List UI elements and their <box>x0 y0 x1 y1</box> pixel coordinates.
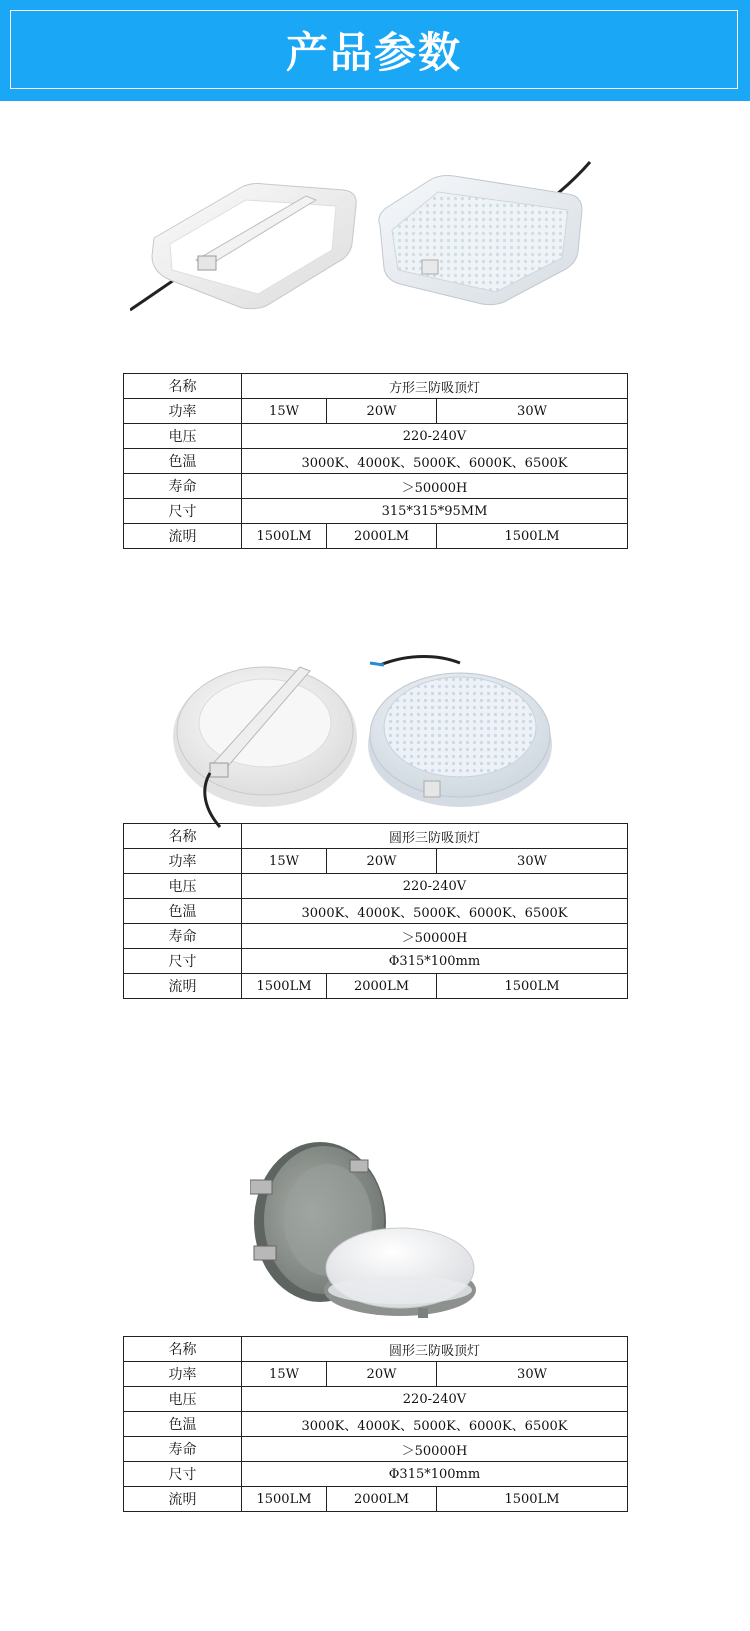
lumen-value: 1500LM <box>242 1487 327 1512</box>
power-value: 15W <box>242 399 327 424</box>
table-row <box>124 949 628 974</box>
power-value: 20W <box>327 399 437 424</box>
name-label: 名称 <box>124 374 242 399</box>
lumen-value: 1500LM <box>437 1487 628 1512</box>
size-value: 315*315*95MM <box>242 499 628 524</box>
life-label: 寿命 <box>124 924 242 949</box>
power-label: 功率 <box>124 399 242 424</box>
power-value: 30W <box>437 399 628 424</box>
spec-table-3 <box>123 1336 628 1512</box>
product-image-round-metal-light <box>250 1140 480 1325</box>
table-row <box>124 824 628 849</box>
spec-table-1 <box>123 373 628 549</box>
cct-label: 色温 <box>124 1412 242 1437</box>
table-row <box>124 1412 628 1437</box>
table-row <box>124 474 628 499</box>
voltage-value: 220-240V <box>242 424 628 449</box>
life-value: ＞50000H <box>242 924 628 949</box>
voltage-value: 220-240V <box>242 874 628 899</box>
table-row <box>124 399 628 424</box>
table-row <box>124 1337 628 1362</box>
size-label: 尺寸 <box>124 499 242 524</box>
table-row <box>124 424 628 449</box>
lumen-value: 1500LM <box>437 974 628 999</box>
life-value: ＞50000H <box>242 1437 628 1462</box>
life-value: ＞50000H <box>242 474 628 499</box>
cct-value: 3000K、4000K、5000K、6000K、6500K <box>242 1412 628 1437</box>
product-image-round-light <box>170 655 590 830</box>
size-value: Φ315*100mm <box>242 949 628 974</box>
table-row <box>124 1387 628 1412</box>
lumen-value: 2000LM <box>327 524 437 549</box>
table-row <box>124 1437 628 1462</box>
product-image-square-light <box>130 160 620 330</box>
life-label: 寿命 <box>124 1437 242 1462</box>
cct-value: 3000K、4000K、5000K、6000K、6500K <box>242 899 628 924</box>
lumen-label: 流明 <box>124 974 242 999</box>
spec-table-2 <box>123 823 628 999</box>
table-row <box>124 899 628 924</box>
table-row <box>124 524 628 549</box>
name-label: 名称 <box>124 1337 242 1362</box>
table-row <box>124 924 628 949</box>
lumen-label: 流明 <box>124 524 242 549</box>
voltage-value: 220-240V <box>242 1387 628 1412</box>
header-banner <box>0 0 750 101</box>
voltage-label: 电压 <box>124 424 242 449</box>
table-row <box>124 499 628 524</box>
size-value: Φ315*100mm <box>242 1462 628 1487</box>
table-row <box>124 1362 628 1387</box>
page-title: 产品参数 <box>285 27 462 77</box>
size-label: 尺寸 <box>124 949 242 974</box>
size-label: 尺寸 <box>124 1462 242 1487</box>
table-row <box>124 449 628 474</box>
lumen-label: 流明 <box>124 1487 242 1512</box>
power-value: 30W <box>437 1362 628 1387</box>
lumen-value: 1500LM <box>242 524 327 549</box>
power-value: 15W <box>242 1362 327 1387</box>
life-label: 寿命 <box>124 474 242 499</box>
table-row <box>124 874 628 899</box>
cct-label: 色温 <box>124 449 242 474</box>
lumen-value: 1500LM <box>437 524 628 549</box>
header-frame <box>10 10 738 89</box>
cct-label: 色温 <box>124 899 242 924</box>
power-value: 20W <box>327 849 437 874</box>
power-label: 功率 <box>124 849 242 874</box>
power-label: 功率 <box>124 1362 242 1387</box>
table-row <box>124 1487 628 1512</box>
name-value: 方形三防吸顶灯 <box>242 374 628 399</box>
table-row <box>124 1462 628 1487</box>
name-value: 圆形三防吸顶灯 <box>242 824 628 849</box>
voltage-label: 电压 <box>124 874 242 899</box>
voltage-label: 电压 <box>124 1387 242 1412</box>
name-value: 圆形三防吸顶灯 <box>242 1337 628 1362</box>
table-row <box>124 849 628 874</box>
table-row <box>124 974 628 999</box>
power-value: 20W <box>327 1362 437 1387</box>
table-row <box>124 374 628 399</box>
power-value: 15W <box>242 849 327 874</box>
power-value: 30W <box>437 849 628 874</box>
lumen-value: 1500LM <box>242 974 327 999</box>
lumen-value: 2000LM <box>327 1487 437 1512</box>
name-label: 名称 <box>124 824 242 849</box>
cct-value: 3000K、4000K、5000K、6000K、6500K <box>242 449 628 474</box>
lumen-value: 2000LM <box>327 974 437 999</box>
